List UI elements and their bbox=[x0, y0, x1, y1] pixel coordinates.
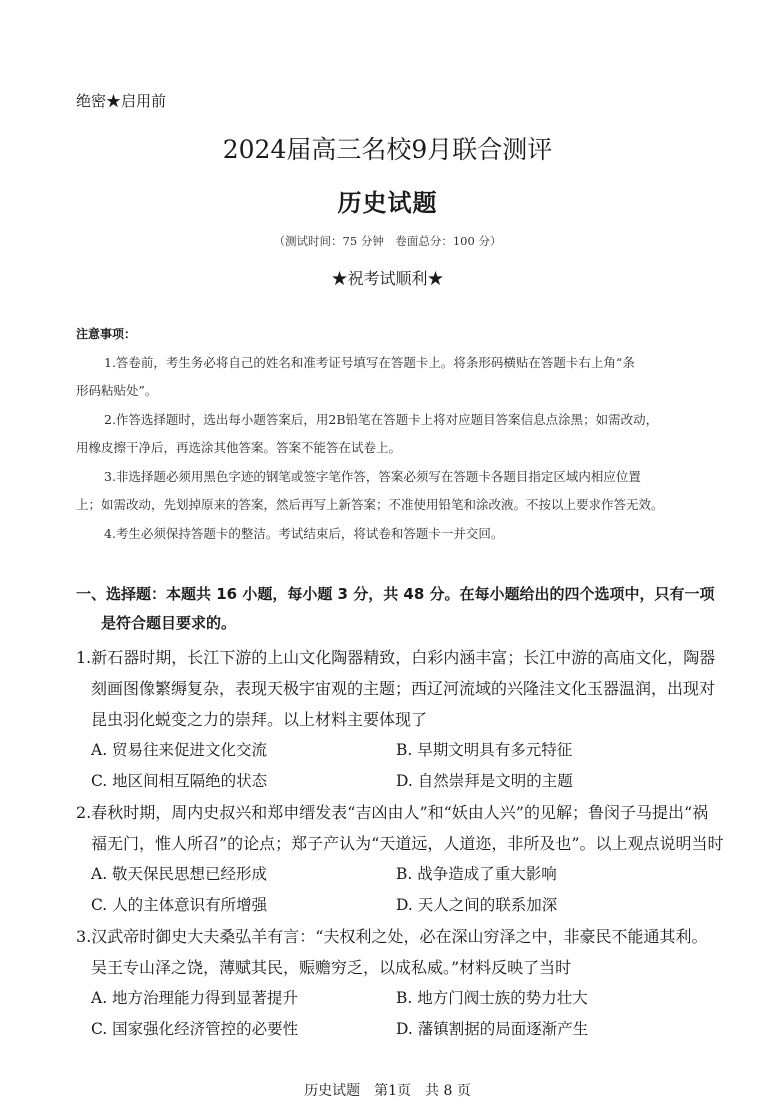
time-info: （测试时间：75 分钟 卷面总分：100 分） bbox=[273, 234, 502, 248]
section-heading-cont: 是符合题目要求的。 bbox=[101, 614, 237, 632]
question-1-option-c: C. 地区间相互隔绝的状态 bbox=[91, 772, 268, 790]
question-3-line: 吴王专山泽之饶，薄赋其民，赈赡穷乏，以成私威。”材料反映了当时 bbox=[91, 958, 572, 977]
notice-line: 上；如需改动，先划掉原来的答案，然后再写上新答案；不准使用铅笔和涂改液。不按以上要求作答无效。 bbox=[76, 497, 664, 512]
question-3-option-b: B. 地方门阀士族的势力壮大 bbox=[396, 989, 588, 1007]
question-3-option-a: A. 地方治理能力得到显著提升 bbox=[91, 989, 299, 1007]
question-3-option-c: C. 国家强化经济管控的必要性 bbox=[91, 1020, 299, 1038]
question-2-option-d: D. 天人之间的联系加深 bbox=[396, 896, 558, 914]
good-luck-line: ★祝考试顺利★ bbox=[331, 269, 444, 288]
question-3-line: 3.汉武帝时御史大夫桑弘羊有言：“夫权利之处，必在深山穷泽之中，非豪民不能通其利。 bbox=[76, 927, 708, 946]
question-1-line: 刻画图像繁缛复杂，表现天极宇宙观的主题；西辽河流域的兴隆洼文化玉器温润，出现对 bbox=[91, 679, 716, 698]
notice-line: 4.考生必须保持答题卡的整洁。考试结束后，将试卷和答题卡一并交回。 bbox=[104, 526, 504, 541]
question-1-option-d: D. 自然崇拜是文明的主题 bbox=[396, 772, 573, 790]
question-2-option-c: C. 人的主体意识有所增强 bbox=[91, 896, 268, 914]
question-2-option-a: A. 敬天保民思想已经形成 bbox=[91, 865, 268, 883]
section-heading: 一、选择题：本题共 16 小题，每小题 3 分，共 48 分。在每小题给出的四个选项中，只有一项 bbox=[76, 585, 715, 603]
notice-line: 用橡皮擦干净后，再选涂其他答案。答案不能答在试卷上。 bbox=[76, 440, 402, 455]
confidential-mark: 绝密★启用前 bbox=[76, 92, 167, 110]
question-1-option-a: A. 贸易往来促进文化交流 bbox=[91, 741, 268, 759]
notice-heading: 注意事项： bbox=[76, 327, 137, 341]
question-1-option-b: B. 早期文明具有多元特征 bbox=[396, 741, 573, 759]
notice-line: 3.非选择题必须用黑色字迹的钢笔或签字笔作答，答案必须写在答题卡各题目指定区域内相应位置 bbox=[104, 469, 641, 484]
question-2-option-b: B. 战争造成了重大影响 bbox=[396, 865, 557, 883]
question-3-option-d: D. 藩镇割据的局面逐渐产生 bbox=[396, 1020, 589, 1038]
question-1-line: 昆虫羽化蜕变之力的崇拜。以上材料主要体现了 bbox=[91, 710, 428, 729]
notice-line: 形码粘贴处”。 bbox=[76, 383, 158, 398]
notice-line: 1.答卷前，考生务必将自己的姓名和准考证号填写在答题卡上。将条形码横贴在答题卡右上角“条 bbox=[104, 355, 635, 370]
subject-title: 历史试题 bbox=[337, 188, 438, 217]
exam-title: 2024届高三名校9月联合测评 bbox=[222, 135, 553, 164]
question-2-line: 2.春秋时期，周内史叔兴和郑申缙发表“吉凶由人”和“妖由人兴”的见解；鲁闵子马提出“祸 bbox=[76, 803, 709, 822]
question-1-line: 1.新石器时期，长江下游的上山文化陶器精致，白彩内涵丰富；长江中游的高庙文化，陶器 bbox=[76, 648, 716, 667]
question-2-line: 福无门，惟人所召”的论点；郑子产认为“天道远，人道迩，非所及也”。以上观点说明当时 bbox=[91, 834, 724, 853]
notice-line: 2.作答选择题时，选出每小题答案后，用2B铅笔在答题卡上将对应题目答案信息点涂黑；如需改动， bbox=[104, 412, 659, 427]
page-footer: 历史试题 第1页 共 8 页 bbox=[304, 1083, 471, 1099]
